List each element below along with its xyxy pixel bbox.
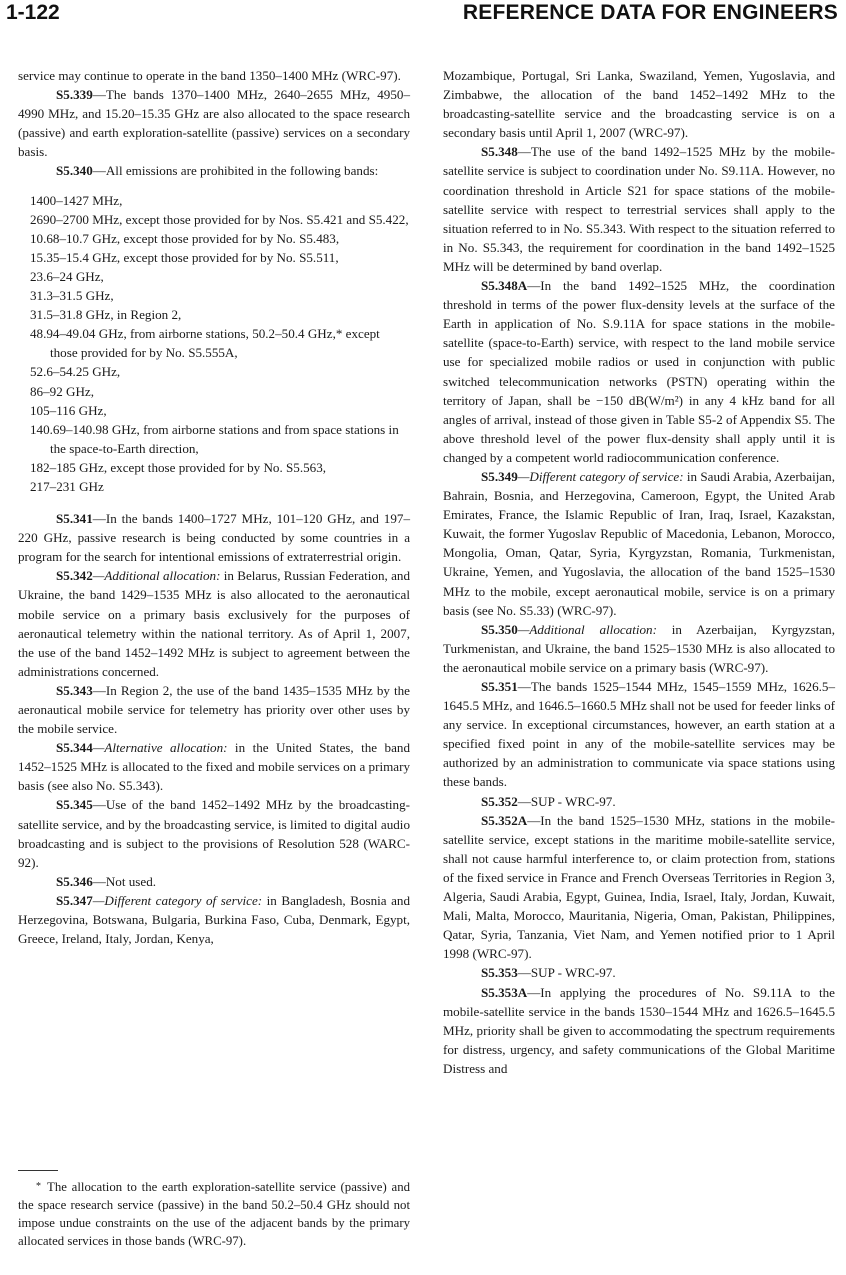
section-label: S5.339 [56, 87, 93, 103]
footnote-symbol: * [36, 1181, 41, 1192]
paragraph-s5-346: S5.346—Not used. [56, 873, 157, 889]
paragraph-s5-343: S5.343—In Region 2, the use of the band 1435–1535 MHz by the aeronautical mobile service for telemetry has priority over other uses by the mobile service. [18, 682, 410, 737]
section-label: S5.352 [481, 793, 518, 809]
section-label: S5.347 [56, 892, 93, 908]
band-list-item: 2690–2700 MHz, except those provided for by Nos. S5.421 and S5.422, [30, 211, 409, 227]
section-label: S5.348 [481, 144, 518, 160]
paragraph-s5-339: S5.339—The bands 1370–1400 MHz, 2640–2655 MHz, 4950–4990 MHz, and 15.20–15.35 GHz are also allocated to the space research (passive) and earth exploration-satellite (passive) services on a secondary basis. [18, 87, 410, 160]
paragraph-s5-352a: S5.352A—In the band 1525–1530 MHz, stations in the mobile-satellite service, except stations in the maritime mobile-satellite service, shall not cause harmful interference to, or claim protection from, stations of the fixed service in France and French Overseas Territories in Region 3, Algeria, Saudi Arabia, Egypt, Guinea, India, Israel, Italy, Jordan, Kuwait, Mali, Malta, Morocco, Mauritania, Nigeria, Oman, Pakistan, Philippines, Qatar, Syria, Tanzania, Viet Nam, and Yemen notified prior to 1 April 1998 (WRC-97). [443, 812, 835, 962]
right-column [443, 66, 835, 1078]
band-list-item: 31.3–31.5 GHz, [30, 288, 114, 304]
paragraph-continued: Mozambique, Portugal, Sri Lanka, Swaziland, Yemen, Yugoslavia, and Zimbabwe, the allocation of the band 1452–1492 MHz to the broadcasting-satellite service and the broadcasting service is on a secondary basis until April 1, 2007 (WRC-97). [443, 68, 835, 141]
paragraph-s5-353: S5.353—SUP - WRC-97. [481, 965, 616, 981]
band-list-item: 23.6–24 GHz, [30, 268, 104, 284]
band-list-item: 15.35–15.4 GHz, except those provided for by No. S5.511, [30, 249, 339, 265]
band-list-item: 105–116 GHz, [30, 402, 107, 418]
paragraph-s5-353a: S5.353A—In applying the procedures of No. S9.11A to the mobile-satellite service in the bands 1530–1544 MHz and 1626.5–1645.5 MHz, priority shall be given to accommodating the spectrum requirements for distress, urgency, and safety communications of the Global Maritime Distress and [443, 984, 835, 1076]
section-label: S5.348A [481, 278, 528, 294]
section-label: S5.345 [56, 797, 93, 813]
running-title: REFERENCE DATA FOR ENGINEERS [462, 1, 838, 24]
footnote [18, 1178, 410, 1250]
band-list-item: 48.94–49.04 GHz, from airborne stations, 50.2–50.4 GHz,* except those provided for by No. S5.555A, [30, 326, 380, 361]
footnote-text: The allocation to the earth exploration-satellite service (passive) and the space research service (passive) in the band 50.2–50.4 GHz should not impose undue constraints on the use of the adjacent bands by the primary allocated services in those bands (WRC-97). [18, 1180, 410, 1248]
section-label: S5.344 [56, 740, 93, 756]
section-label: S5.343 [56, 682, 93, 698]
band-list-item: 140.69–140.98 GHz, from airborne stations and from space stations in the space-to-Earth direction, [30, 421, 399, 456]
paragraph-continued: service may continue to operate in the band 1350–1400 MHz (WRC-97). [18, 68, 401, 83]
section-label: S5.342 [56, 568, 93, 584]
paragraph-s5-351: S5.351—The bands 1525–1544 MHz, 1545–1559 MHz, 1626.5–1645.5 MHz, and 1646.5–1660.5 MHz shall not be used for feeder links of any service. In exceptional circumstances, however, an earth station at a specified fixed point in any of the mobile-satellite services may be authorized by an administration to communicate via space stations using these bands. [443, 679, 836, 790]
paragraph-s5-350: S5.350—Additional allocation: in Azerbaijan, Kyrgyzstan, Turkmenistan, and Ukraine, the band 1525–1530 MHz is also allocated to the aeronautical mobile service on a primary basis (WRC-97). [443, 621, 835, 675]
paragraph-s5-347: S5.347—Different category of service: in Bangladesh, Bosnia and Herzegovina, Botswana, Bulgaria, Burkina Faso, Cuba, Denmark, Egypt, Greece, Ireland, Italy, Jordan, Kenya, [18, 892, 410, 947]
paragraph-s5-340: S5.340—All emissions are prohibited in the following bands: [56, 163, 379, 179]
paragraph-s5-341: S5.341—In the bands 1400–1727 MHz, 101–120 GHz, and 197–220 GHz, passive research is being conducted by some countries in a program for the search for intentional emissions of extraterrestrial origin. [18, 511, 410, 565]
band-list [30, 191, 410, 497]
band-list-item: 1400–1427 MHz, [30, 192, 123, 208]
paragraph-s5-352: S5.352—SUP - WRC-97. [481, 793, 616, 809]
paragraph-s5-344: S5.344—Alternative allocation: in the United States, the band 1452–1525 MHz is allocated to the fixed and mobile services on a primary basis (see also No. S5.343). [18, 740, 410, 794]
band-list-item: 31.5–31.8 GHz, in Region 2, [30, 307, 182, 323]
paragraph-s5-349: S5.349—Different category of service: in Saudi Arabia, Azerbaijan, Bahrain, Bosnia, and Herzegovina, Cameroon, Egypt, the United Arab Emirates, France, the Islamic Republic of Iran, Iraq, Israel, Kazakstan, Kuwait, the former Yugoslav Republic of Macedonia, Lebanon, Morocco, Mongolia, Oman, Qatar, Syria, Kyrgyzstan, Romania, Turkmenistan, Ukraine, Yemen, and Yugoslavia, the allocation of the band 1525–1530 MHz to the mobile, except aeronautical mobile, service is on a primary basis (see No. S5.33) (WRC-97). [443, 468, 835, 618]
band-list-item: 52.6–54.25 GHz, [30, 364, 121, 380]
section-label: S5.353A [481, 984, 528, 1000]
paragraph-s5-348: S5.348—The use of the band 1492–1525 MHz by the mobile-satellite service is subject to coordination under No. S9.11A. However, no coordination threshold in Article S21 for space stations of the mobile-satellite service with respect to terrestrial services shall apply to the situation referred to in No. S5.343. With respect to the situation referred to in No. S5.343, the requirement for coordination in the band 1492–1525 MHz will be determined by band overlap. [443, 144, 835, 274]
section-label: S5.349 [481, 468, 518, 484]
page-header [6, 1, 838, 29]
left-column [18, 66, 410, 948]
band-list-item: 182–185 GHz, except those provided for by No. S5.563, [30, 459, 327, 475]
section-label: S5.341 [56, 511, 93, 527]
paragraph-s5-342: S5.342—Additional allocation: in Belarus, Russian Federation, and Ukraine, the band 1429–1535 MHz is also allocated to the aeronautical mobile service on a primary basis exclusively for the purposes of aeronautical telemetry within the national territory. As of April 1, 2007, the use of the band 1452–1492 MHz is subject to agreement between the administrations concerned. [18, 568, 410, 679]
section-label: S5.350 [481, 621, 518, 637]
section-label: S5.353 [481, 965, 518, 981]
section-label: S5.340 [56, 163, 93, 179]
page-number: 1-122 [6, 1, 60, 24]
band-list-item: 86–92 GHz, [30, 383, 95, 399]
band-list-item: 217–231 GHz [30, 478, 104, 494]
paragraph-s5-345: S5.345—Use of the band 1452–1492 MHz by the broadcasting-satellite service, and by the broadcasting service, is limited to digital audio broadcasting and is subject to the provisions of Resolution 528 (WARC-92). [18, 797, 410, 870]
paragraph-s5-348a: S5.348A—In the band 1492–1525 MHz, the coordination threshold in terms of the power flux-density levels at the surface of the Earth in application of No. S.9.11A for space stations in the mobile-satellite (space-to-Earth) service, with respect to the land mobile service use for specialized mobile radios or used in conjunction with public switched telecommunication networks (PSTN) operating within the territory of Japan, shall be −150 dB(W/m²) in any 4 kHz band for all angles of arrival, instead of those given in Table S5-2 of Appendix S5. The above threshold level of the power flux-density shall apply until it is changed by a competent world radiocommunication conference. [443, 278, 835, 465]
band-list-item: 10.68–10.7 GHz, except those provided for by No. S5.483, [30, 230, 340, 246]
section-label: S5.346 [56, 873, 93, 889]
section-label: S5.352A [481, 812, 528, 828]
footnote-rule [18, 1170, 58, 1171]
section-label: S5.351 [481, 679, 518, 694]
